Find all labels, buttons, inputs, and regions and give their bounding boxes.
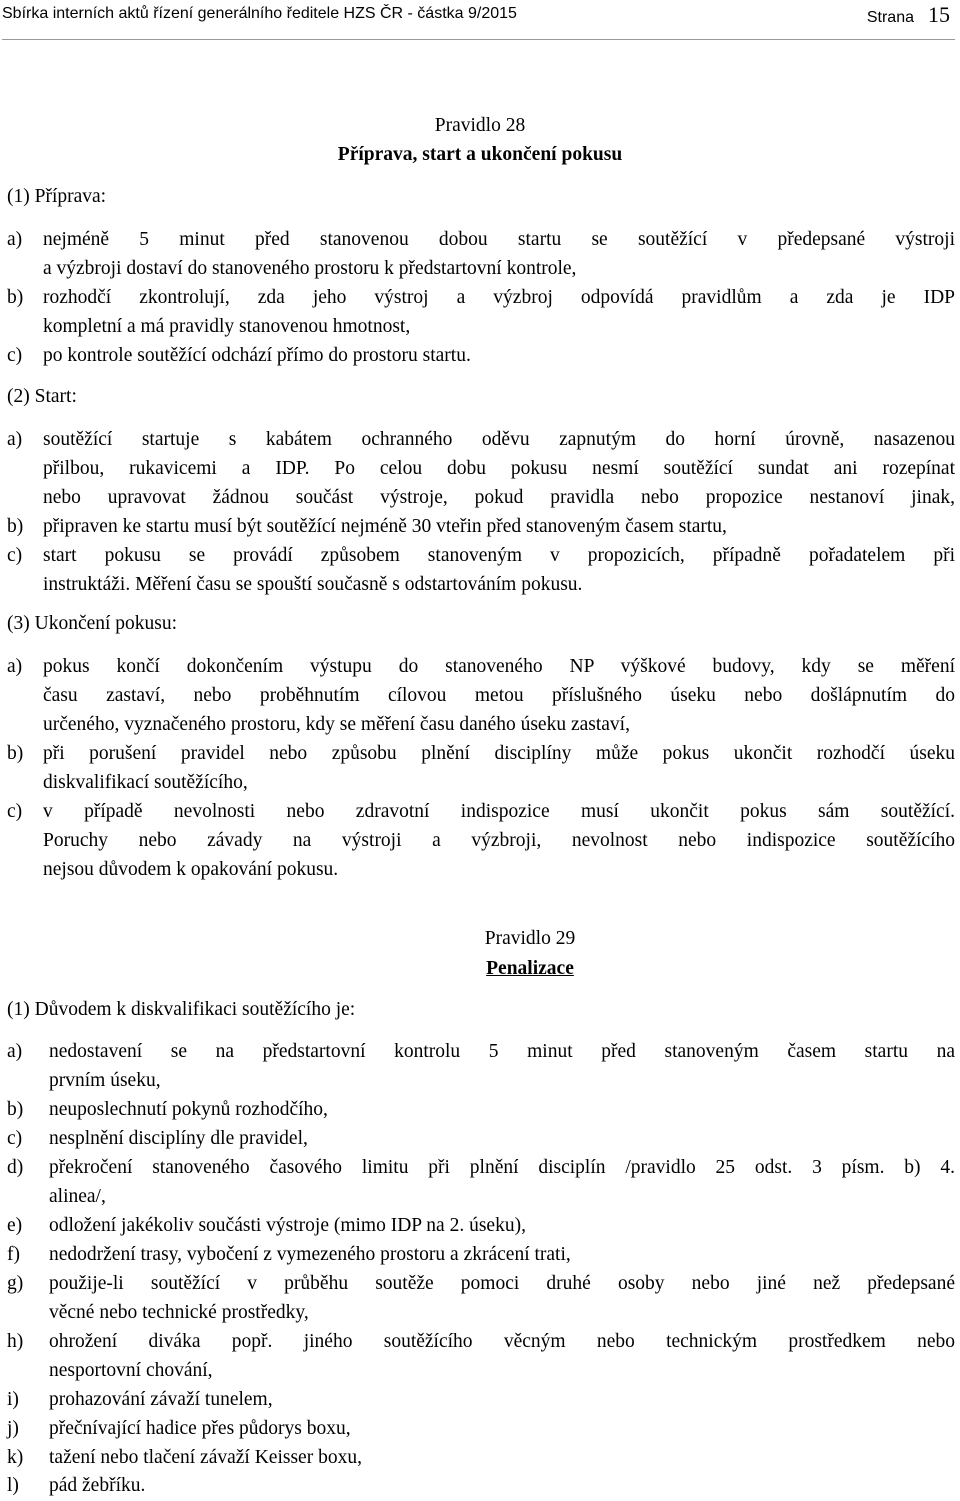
item-label: i)	[7, 1389, 19, 1410]
item-line: nedodržení trasy, vybočení z vymezeného prostoru a zkrácení trati,	[49, 1244, 571, 1265]
item-line: pád žebříku.	[49, 1475, 146, 1496]
item-line: přilbou, rukavicemi a IDP. Po celou dobu pokusu nesmí soutěžící sundat ani rozepínat	[43, 458, 955, 479]
item-label: k)	[7, 1447, 24, 1468]
header-rule	[2, 39, 955, 40]
item-line: soutěžící startuje s kabátem ochranného oděvu zapnutým do horní úrovně, nasazenou	[43, 429, 955, 450]
item-line: nebo upravovat žádnou součást výstroje, pokud pravidla nebo propozice nestanoví jinak,	[43, 487, 955, 508]
item-label: j)	[7, 1418, 19, 1439]
item-line: diskvalifikací soutěžícího,	[43, 772, 248, 793]
item-label: c)	[7, 345, 23, 366]
item-line: přečnívající hadice přes půdorys boxu,	[49, 1418, 351, 1439]
item-line: Poruchy nebo závady na výstroji a výzbroji, nevolnost nebo indispozice soutěžícího	[43, 830, 955, 851]
item-line: rozhodčí zkontrolují, zda jeho výstroj a výzbroj odpovídá pravidlům a zda je IDP	[43, 287, 955, 308]
section-heading: (3) Ukončení pokusu:	[7, 613, 178, 634]
item-line: alinea/,	[49, 1186, 106, 1207]
item-label: c)	[7, 545, 23, 566]
item-line: neuposlechnutí pokynů rozhodčího,	[49, 1099, 328, 1120]
rule29-number: Pravidlo 29	[484, 928, 576, 949]
header-page-number: 15	[928, 2, 950, 27]
item-label: d)	[7, 1157, 24, 1178]
item-label: a)	[7, 429, 23, 450]
item-line: určeného, vyznačeného prostoru, kdy se měření času daného úseku zastaví,	[43, 714, 630, 735]
item-line: odložení jakékoliv součásti výstroje (mimo IDP na 2. úseku),	[49, 1215, 526, 1236]
section-heading: (2) Start:	[7, 386, 77, 407]
item-line: věcné nebo technické prostředky,	[49, 1302, 309, 1323]
header-page	[867, 2, 950, 28]
rule29-title: Penalizace	[486, 958, 574, 979]
item-line: start pokusu se provádí způsobem stanoveným v propozicích, případně pořadatelem při	[43, 545, 955, 566]
item-line: instruktáži. Měření času se spouští současně s odstartováním pokusu.	[43, 574, 583, 595]
item-label: c)	[7, 1128, 23, 1149]
header-page-label: Strana	[866, 9, 914, 26]
item-line: nedostavení se na předstartovní kontrolu 5 minut před stanoveným časem startu na	[49, 1041, 955, 1062]
item-label: a)	[7, 229, 23, 250]
item-label: b)	[7, 287, 24, 308]
item-line: kompletní a má pravidly stanovenou hmotnost,	[43, 316, 411, 337]
item-label: h)	[7, 1331, 24, 1352]
item-label: l)	[7, 1475, 19, 1496]
item-label: g)	[7, 1273, 24, 1294]
item-line: nesportovní chování,	[49, 1360, 213, 1381]
item-line: překročení stanoveného časového limitu při plnění disciplín /pravidlo 25 odst. 3 písm. b) 4.	[49, 1157, 955, 1178]
item-label: a)	[7, 1041, 23, 1062]
item-label: c)	[7, 801, 23, 822]
item-label: f)	[7, 1244, 20, 1265]
item-label: b)	[7, 1099, 24, 1120]
item-label: a)	[7, 656, 23, 677]
item-line: prohazování závaží tunelem,	[49, 1389, 273, 1410]
item-line: nejsou důvodem k opakování pokusu.	[43, 859, 339, 880]
item-line: tažení nebo tlačení závaží Keisser boxu,	[49, 1447, 362, 1468]
rule28-number: Pravidlo 28	[434, 115, 526, 136]
item-line: připraven ke startu musí být soutěžící nejméně 30 vteřin před stanoveným časem startu,	[43, 516, 727, 537]
item-line: času zastaví, nebo proběhnutím cílovou metou příslušného úseku nebo došlápnutím do	[43, 685, 955, 706]
rule28-title: Příprava, start a ukončení pokusu	[337, 144, 623, 165]
item-line: v případě nevolnosti nebo zdravotní indispozice musí ukončit pokus sám soutěžící.	[43, 801, 955, 822]
item-line: a výzbroji dostaví do stanoveného prostoru k předstartovní kontrole,	[43, 258, 577, 279]
item-label: b)	[7, 743, 24, 764]
item-line: použije-li soutěžící v průběhu soutěže pomoci druhé osoby nebo jiné než předepsané	[49, 1273, 955, 1294]
item-line: při porušení pravidel nebo způsobu plnění disciplíny může pokus ukončit rozhodčí úseku	[43, 743, 955, 764]
item-line: pokus končí dokončením výstupu do stanoveného NP výškové budovy, kdy se měření	[43, 656, 955, 677]
item-line: nesplnění disciplíny dle pravidel,	[49, 1128, 308, 1149]
item-line: ohrožení diváka popř. jiného soutěžícího věcným nebo technickým prostředkem nebo	[49, 1331, 955, 1352]
item-line: prvním úseku,	[49, 1070, 161, 1091]
section-heading: (1) Důvodem k diskvalifikaci soutěžícího je:	[7, 999, 356, 1020]
item-line: po kontrole soutěžící odchází přímo do prostoru startu.	[43, 345, 471, 366]
page-header	[2, 2, 950, 30]
section-heading: (1) Příprava:	[7, 186, 107, 207]
item-label: e)	[7, 1215, 23, 1236]
header-title: Sbírka interních aktů řízení generálního ředitele HZS ČR - částka 9/2015	[2, 5, 517, 22]
item-line: nejméně 5 minut před stanovenou dobou startu se soutěžící v předepsané výstroji	[43, 229, 955, 250]
item-label: b)	[7, 516, 24, 537]
